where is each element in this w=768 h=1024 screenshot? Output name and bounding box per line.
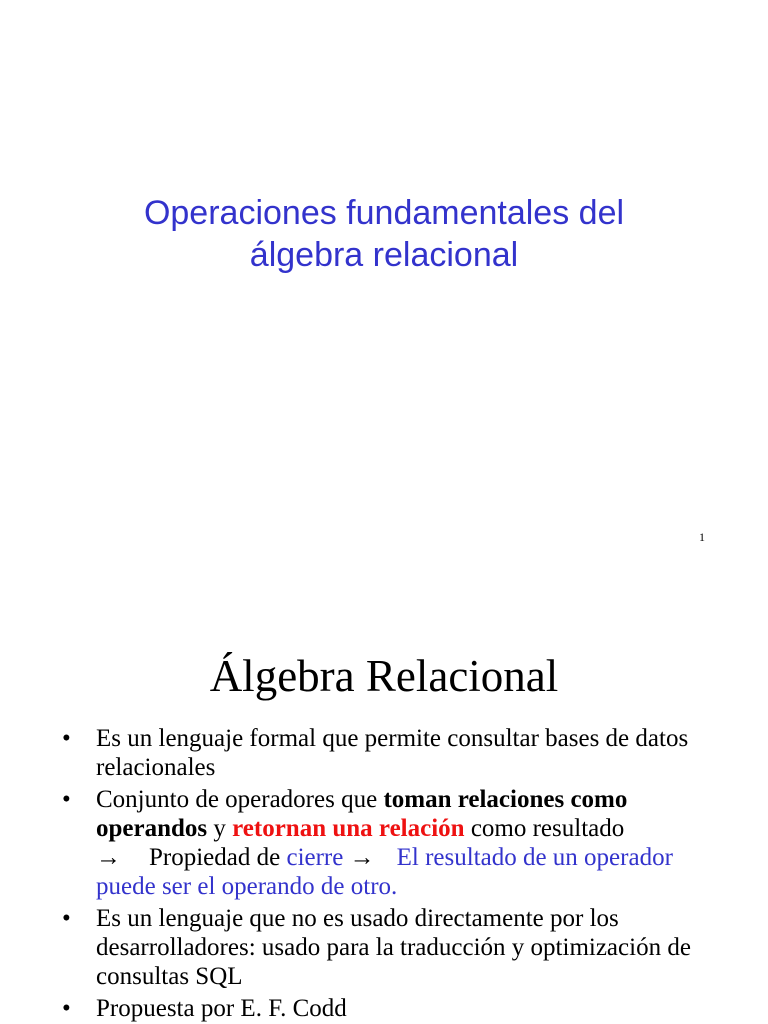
bullet-text: Propuesta por E. F. Codd: [96, 995, 347, 1022]
bullet-text-part: Conjunto de operadores que: [96, 786, 384, 813]
bullet-text-part: como resultado: [464, 815, 625, 842]
slide-2-title: Álgebra Relacional: [209, 651, 559, 701]
bullet-blue-text: El resultado de un operador puede ser el operando de otro.: [96, 844, 673, 900]
bullet-dot: •: [62, 995, 71, 1022]
bullet-list: [62, 724, 712, 1024]
bullet-bold-text: toman relaciones como operandos: [96, 786, 628, 842]
bullet-blue-text: cierre: [286, 844, 344, 871]
bullet-item: [62, 904, 712, 991]
page-number: 1: [699, 530, 705, 544]
slide-1-title-line-2: álgebra relacional: [249, 236, 519, 274]
bullet-text-part: y: [207, 815, 233, 842]
slide-2: [0, 576, 768, 1024]
bullet-dot: •: [62, 905, 71, 932]
bullet-text: Es un lenguaje que no es usado directamente por los desarrolladores: usado para la traducción y optimización de consultas SQL: [96, 905, 691, 990]
arrow-right-icon: →: [349, 844, 375, 871]
bullet-red-text: retornan una relación: [232, 815, 465, 842]
bullet-text: Es un lenguaje formal que permite consultar bases de datos relacionales: [96, 725, 689, 781]
slide-1-title-line-1: Operaciones fundamentales del: [143, 194, 625, 232]
arrow-right-icon: →: [96, 844, 121, 871]
bullet-item: [62, 785, 712, 901]
bullet-item: [62, 994, 712, 1023]
bullet-dot: •: [62, 786, 71, 813]
slide-1-title: [0, 192, 768, 276]
bullet-dot: •: [62, 725, 71, 752]
bullet-item: [62, 724, 712, 782]
bullet-text-part: Propiedad de: [149, 844, 287, 871]
